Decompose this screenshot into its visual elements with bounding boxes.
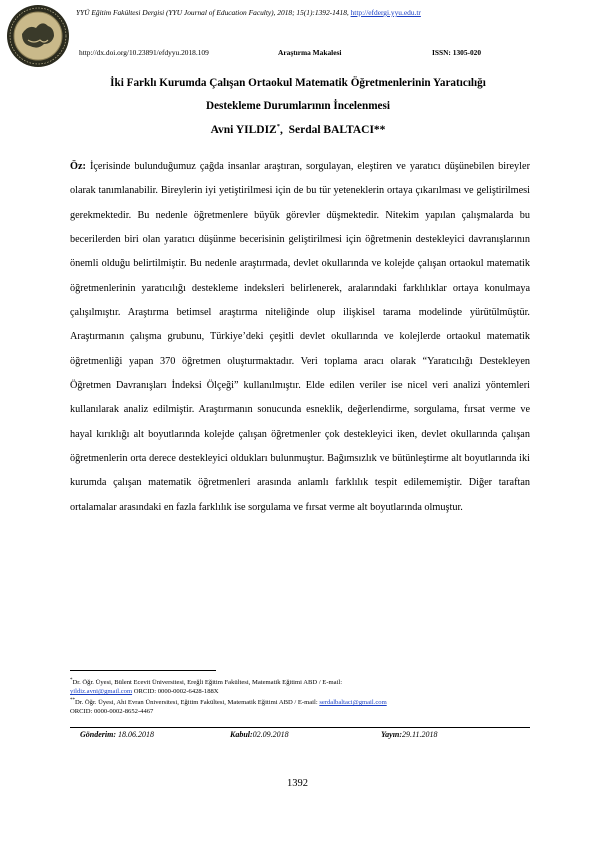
- journal-citation: YYÜ Eğitim Fakültesi Dergisi (YYU Journal of Education Faculty), 2018; 15(1):1392-1418,: [76, 8, 349, 17]
- footnote-2-mark: **: [70, 698, 75, 703]
- journal-url-link[interactable]: http://efdergi.yyu.edu.tr: [350, 8, 421, 17]
- abstract: [70, 155, 530, 520]
- footnote-1-orcid: ORCID: 0000-0002-6428-188X: [132, 688, 219, 696]
- footnote-1: [70, 676, 540, 696]
- paper-title-line-1: İki Farklı Kurumda Çalışan Ortaokul Matematik Öğretmenlerinin Yaratıcılığı: [110, 77, 486, 89]
- paper-title: [60, 72, 536, 118]
- abstract-label: Öz:: [70, 161, 86, 172]
- paper-title-line-2: Destekleme Durumlarının İncelenmesi: [206, 100, 390, 112]
- author-1: Avni YILDIZ: [210, 123, 277, 136]
- publication-date-value: 29.11.2018: [402, 730, 438, 739]
- page-number: 1392: [287, 778, 308, 789]
- acceptance-date-label: Kabul:: [230, 730, 253, 739]
- dates-divider: [70, 727, 530, 728]
- author-list: [60, 123, 536, 136]
- author-1-mark: *: [276, 123, 280, 130]
- article-type: Araştırma Makalesi: [278, 48, 342, 57]
- author-2: Serdal BALTACI**: [288, 123, 386, 136]
- footnote-1-mark: *: [70, 678, 73, 683]
- acceptance-date: [230, 730, 289, 739]
- acceptance-date-value: 02.09.2018: [252, 730, 289, 739]
- publication-date-label: Yayın:: [381, 730, 403, 739]
- footnote-2: [70, 696, 540, 716]
- issn-text: ISSN: 1305-020: [432, 48, 482, 57]
- footnote-divider: [70, 670, 216, 671]
- abstract-text: İçerisinde bulunduğumuz çağda insanlar araştıran, sorgulayan, eleştiren ve yaratıcı düşünebilen bireyler olarak tanımlanabilir. Bireylerin iyi yetiştirilmesi için de bu tür yeteneklerin ortaya çıkarılması ve geliştirilmesi gerekmektedir. Bu nedenle öğretmenlere büyük görevler düşmektedir. Nitekim yapılan çalışmalarda bu becerilerden biri olan yaratıcı düşünme becerisinin geliştirilmesi için öğretmenin destekleyici davranışlarının önemli olduğu belirtilmiştir. Bu nedenle araştırmada, devlet okullarında ve kolejde çalışan ortaokul matematik öğretmenlerinin yaratıcılığı destekleme indeksleri belirlenerek, aralarındaki farklılıklar ortaya konulmaya çalışılmıştır. Araştırma betimsel araştırma niteliğinde olup ilişkisel tarama modelinde yürütülmüştür. Araştırmanın çalışma grubunu, Türkiye’deki çeşitli devlet okullarında ve kolejlerde ortaokul matematik öğretmenliği yapan 370 öğretmen oluşturmaktadır. Veri toplama aracı olarak “Yaratıcılığı Destekleyen Öğretmen Davranışları İndeksi Ölçeği” kullanılmıştır. Elde edilen veriler ise nicel veri analizi yöntemleri kullanılarak analiz edilmiştir. Araştırmanın sonucunda esneklik, değerlendirme, sorgulama, fırsat verme ve hayal kırıklığı alt boyutlarında kolejde çalışan öğretmenler çok destekleyici iken, devlet okullarında çalışan öğretmenlerin orta derece destekleyici oldukları bulunmuştur. Bağımsızlık ve bütünleştirme alt boyutlarında iki kurumda çalışan matematik öğretmenleri arasında anlamlı farklılık tespit edilememiştir. Diğer taraftan ortalamalar arasındaki en fazla farklılık ise sorgulama ve fırsat verme alt boyutlarında olmuştur.: [70, 161, 530, 513]
- submission-date-label: Gönderim:: [80, 730, 116, 739]
- footnote-2-text: Dr. Öğr. Üyesi, Ahi Evran Üniversitesi, Eğitim Fakültesi, Matematik Eğitimi ABD / E-mail:: [75, 699, 320, 707]
- doi-text[interactable]: http://dx.doi.org/10.23891/efdyyu.2018.109: [79, 48, 209, 57]
- submission-date: [80, 730, 154, 739]
- footnote-2-email-link[interactable]: serdalbaltaci@gmail.com: [319, 699, 387, 707]
- journal-seal-logo: [6, 4, 70, 68]
- submission-date-value: 18.06.2018: [116, 730, 154, 739]
- footnote-1-text: Dr. Öğr. Üyesi, Bülent Ecevit Üniversitesi, Ereğli Eğitim Fakültesi, Matematik Eğitimi ABD / E-mail:: [72, 679, 343, 687]
- footnote-1-email-link[interactable]: yildiz.avni@gmail.com: [70, 688, 133, 696]
- footnote-2-orcid: ORCID: 0000-0002-8652-4467: [70, 708, 154, 716]
- publication-date: [381, 730, 437, 739]
- author-separator: ,: [279, 123, 289, 136]
- journal-header: [76, 8, 576, 17]
